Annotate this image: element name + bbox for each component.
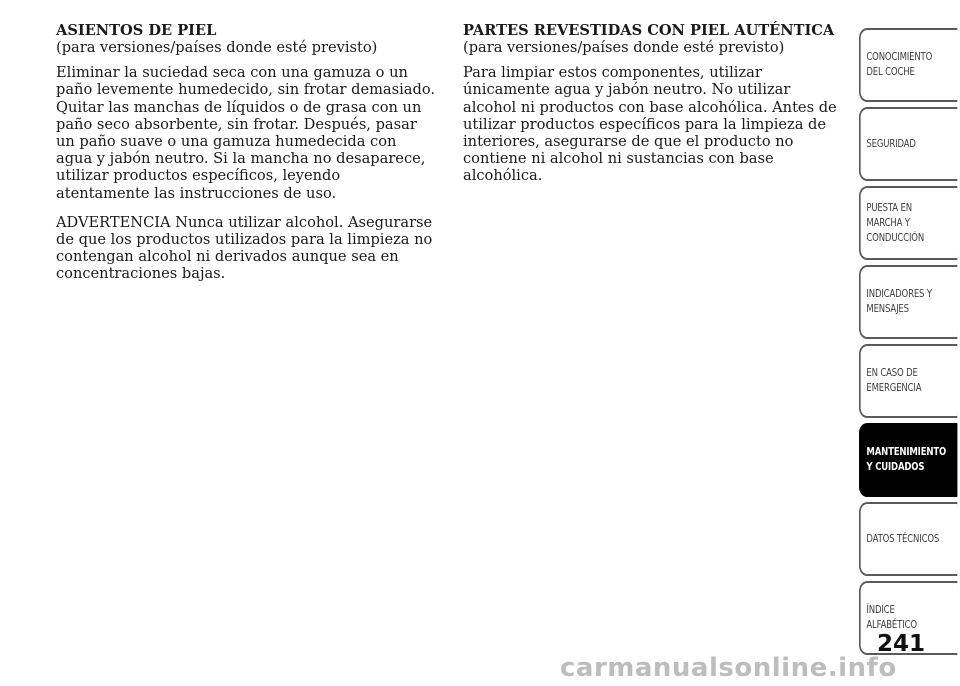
section-subheading-right: (para versiones/países donde esté previsto)	[463, 39, 785, 56]
section-subheading-left: (para versiones/países donde esté previsto)	[56, 39, 378, 56]
page-number: 241	[877, 631, 926, 657]
tab-datos-tecnicos[interactable]: DATOS TÉCNICOS	[859, 502, 957, 576]
watermark-text: carmanualsonline.info	[560, 653, 897, 683]
tab-en-caso-de-emergencia[interactable]: EN CASO DE EMERGENCIA	[859, 344, 957, 418]
paragraph-leather-parts: Para limpiar estos componentes, utilizar únicamente agua y jabón neutro. No utilizar alcohol ni productos con base alcohólica. Antes de utilizar productos específicos para la limpieza de interiores, asegurarse de que el producto no contiene ni alcohol ni sustancias con base alcohólica.	[463, 64, 837, 185]
tab-seguridad[interactable]: SEGURIDAD	[859, 107, 957, 181]
tab-puesta-en-marcha[interactable]: PUESTA EN MARCHA Y CONDUCCIÓN	[859, 186, 957, 260]
tab-indicadores-y-mensajes[interactable]: INDICADORES Y MENSAJES	[859, 265, 957, 339]
right-column	[463, 22, 843, 197]
section-heading-leather-seats: ASIENTOS DE PIEL	[56, 22, 217, 39]
tab-mantenimiento-y-cuidados[interactable]: MANTENIMIENTO Y CUIDADOS	[859, 423, 957, 497]
tab-conocimiento-del-coche[interactable]: CONOCIMIENTO DEL COCHE	[859, 28, 957, 102]
paragraph-warning: ADVERTENCIA Nunca utilizar alcohol. Asegurarse de que los productos utilizados para la limpieza no contengan alcohol ni derivados aunque sea en concentraciones bajas.	[56, 213, 433, 283]
tab-indice-alfabetico[interactable]: ÍNDICE ALFABÉTICO	[859, 581, 957, 655]
section-heading-genuine-leather: PARTES REVESTIDAS CON PIEL AUTÉNTICA	[463, 22, 835, 39]
paragraph-cleaning-instructions: Eliminar la suciedad seca con una gamuza o un paño levemente humedecido, sin frotar demasiado. Quitar las manchas de líquidos o de grasa con un paño seco absorbente, sin frotar. Después, pasar un paño suave o una gamuza humedecida con agua y jabón neutro. Si la mancha no desaparece, utilizar productos específicos, leyendo atentamente las instrucciones de uso.	[56, 64, 435, 202]
left-column	[56, 22, 436, 295]
